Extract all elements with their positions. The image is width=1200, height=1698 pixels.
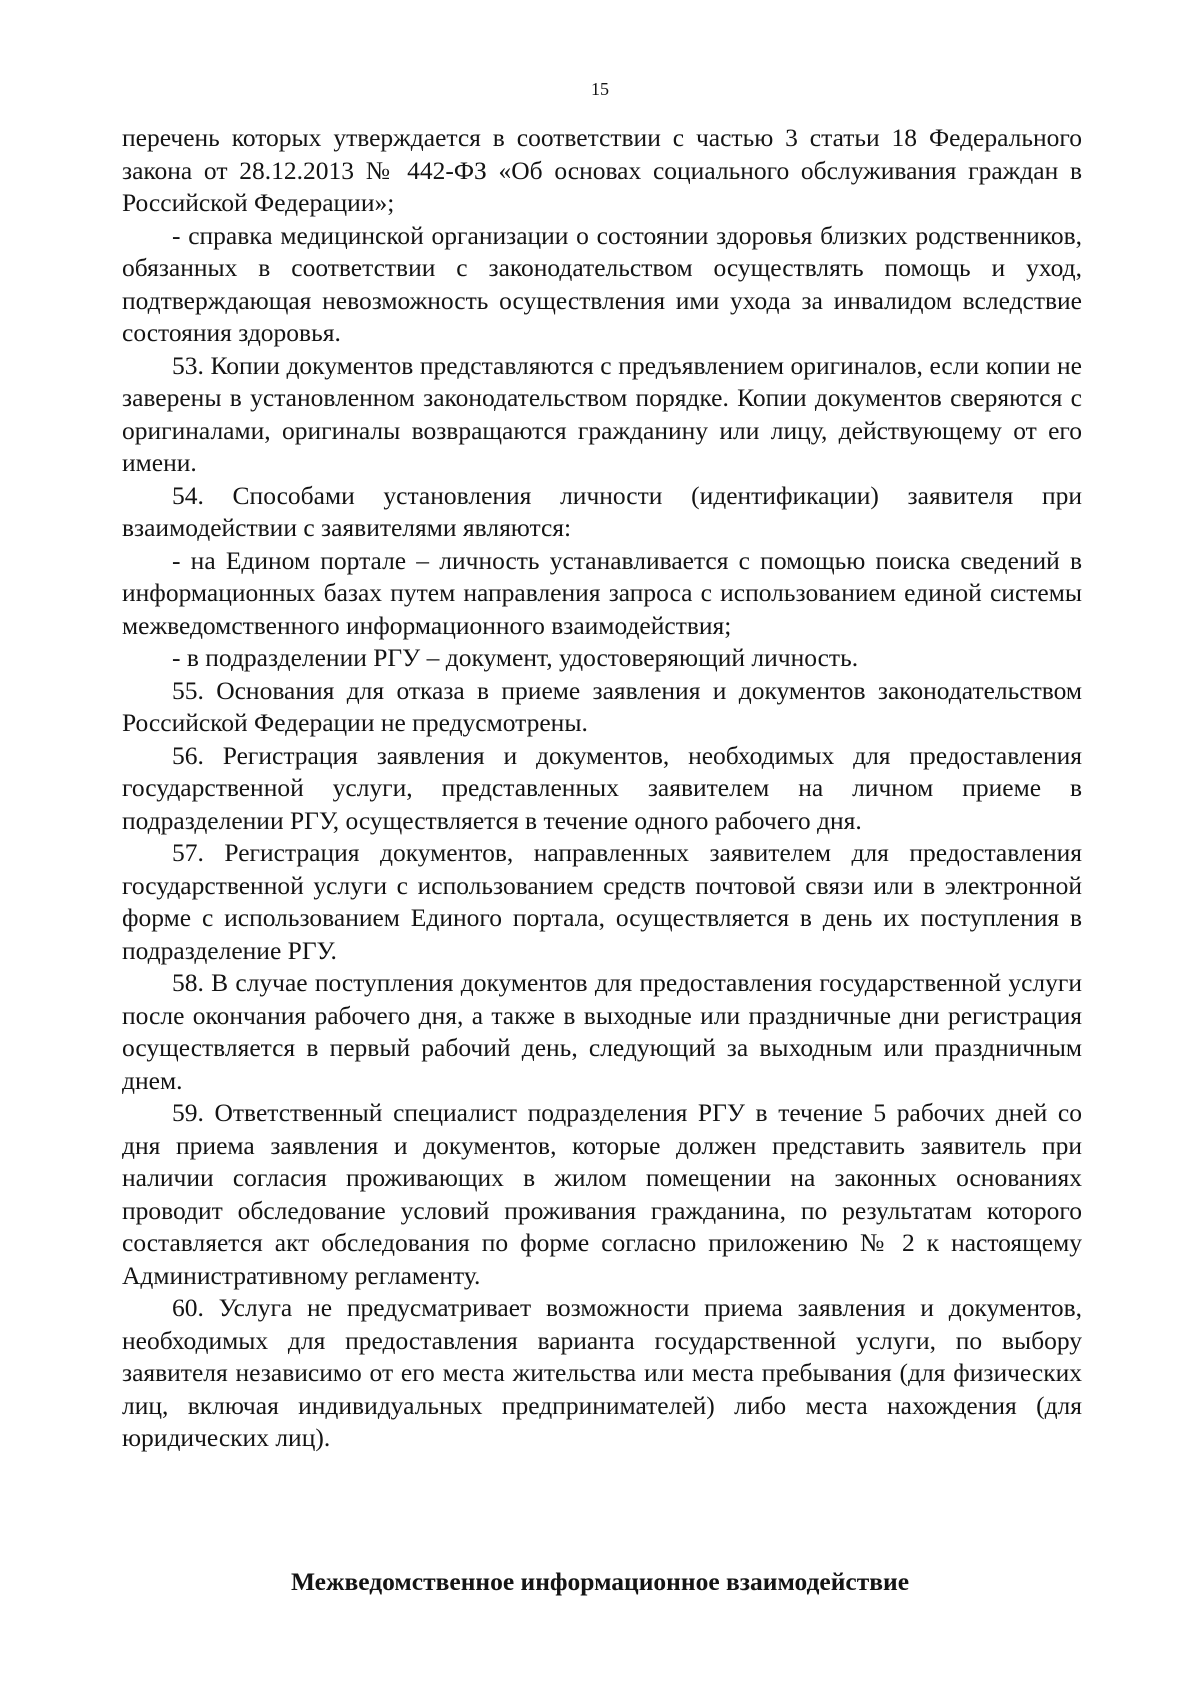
paragraph-12: 60. Услуга не предусматривает возможности приема заявления и документов, необходимых для предоставления варианта государственной услуги, по выбору заявителя независимо от его места жительства или места пребывания (для физических лиц, включая индивидуальных предпринимателей) либо места нахождения (для юридических лиц). bbox=[122, 1293, 1082, 1452]
paragraph-1: перечень которых утверждается в соответствии с частью 3 статьи 18 Федерального закона от 28.12.2013 № 442-ФЗ «Об основах социального обслуживания граждан в Российской Федерации»; bbox=[122, 123, 1082, 217]
paragraph-10: 58. В случае поступления документов для предоставления государственной услуги после окончания рабочего дня, а также в выходные или праздничные дни регистрация осуществляется в первый рабочий день, следующий за выходным или праздничным днем. bbox=[122, 968, 1082, 1095]
paragraph-5: - на Едином портале – личность устанавливается с помощью поиска сведений в информационных базах путем направления запроса с использованием единой системы межведомственного информационного взаимодействия; bbox=[122, 545, 1082, 640]
page-number: 15 bbox=[591, 79, 609, 99]
paragraph-11: 59. Ответственный специалист подразделения РГУ в течение 5 рабочих дней со дня приема заявления и документов, которые должен представить заявитель при наличии согласия проживающих в жилом помещении на законных основаниях проводит обследование условий проживания гражданина, по результатам которого составляется акт обследования по форме согласно приложению № 2 к настоящему Административному регламенту. bbox=[122, 1098, 1082, 1290]
paragraph-2: - справка медицинской организации о состоянии здоровья близких родственников, обязанных в соответствии с законодательством осуществлять помощь и уход, подтверждающая невозможность осуществления ими ухода за инвалидом вследствие состояния здоровья. bbox=[122, 220, 1082, 347]
section-heading: Межведомственное информационное взаимодействие bbox=[290, 1567, 910, 1596]
paragraph-6: - в подразделении РГУ – документ, удостоверяющий личность. bbox=[172, 643, 859, 672]
body-text bbox=[122, 122, 1082, 1455]
paragraph-8: 56. Регистрация заявления и документов, необходимых для предоставления государственной услуги, представленных заявителем на личном приеме в подразделении РГУ, осуществляется в течение одного рабочего дня. bbox=[122, 740, 1082, 835]
paragraph-9: 57. Регистрация документов, направленных заявителем для предоставления государственной услуги с использованием средств почтовой связи или в электронной форме с использованием Единого портала, осуществляется в день их поступления в подразделение РГУ. bbox=[122, 838, 1082, 965]
paragraph-4: 54. Способами установления личности (идентификации) заявителя при взаимодействии с заявителями являются: bbox=[122, 480, 1082, 542]
paragraph-3: 53. Копии документов представляются с предъявлением оригиналов, если копии не заверены в установленном законодательством порядке. Копии документов сверяются с оригиналами, оригиналы возвращаются гражданину или лицу, действующему от его имени. bbox=[122, 350, 1082, 477]
paragraph-7: 55. Основания для отказа в приеме заявления и документов законодательством Российской Федерации не предусмотрены. bbox=[122, 675, 1082, 737]
